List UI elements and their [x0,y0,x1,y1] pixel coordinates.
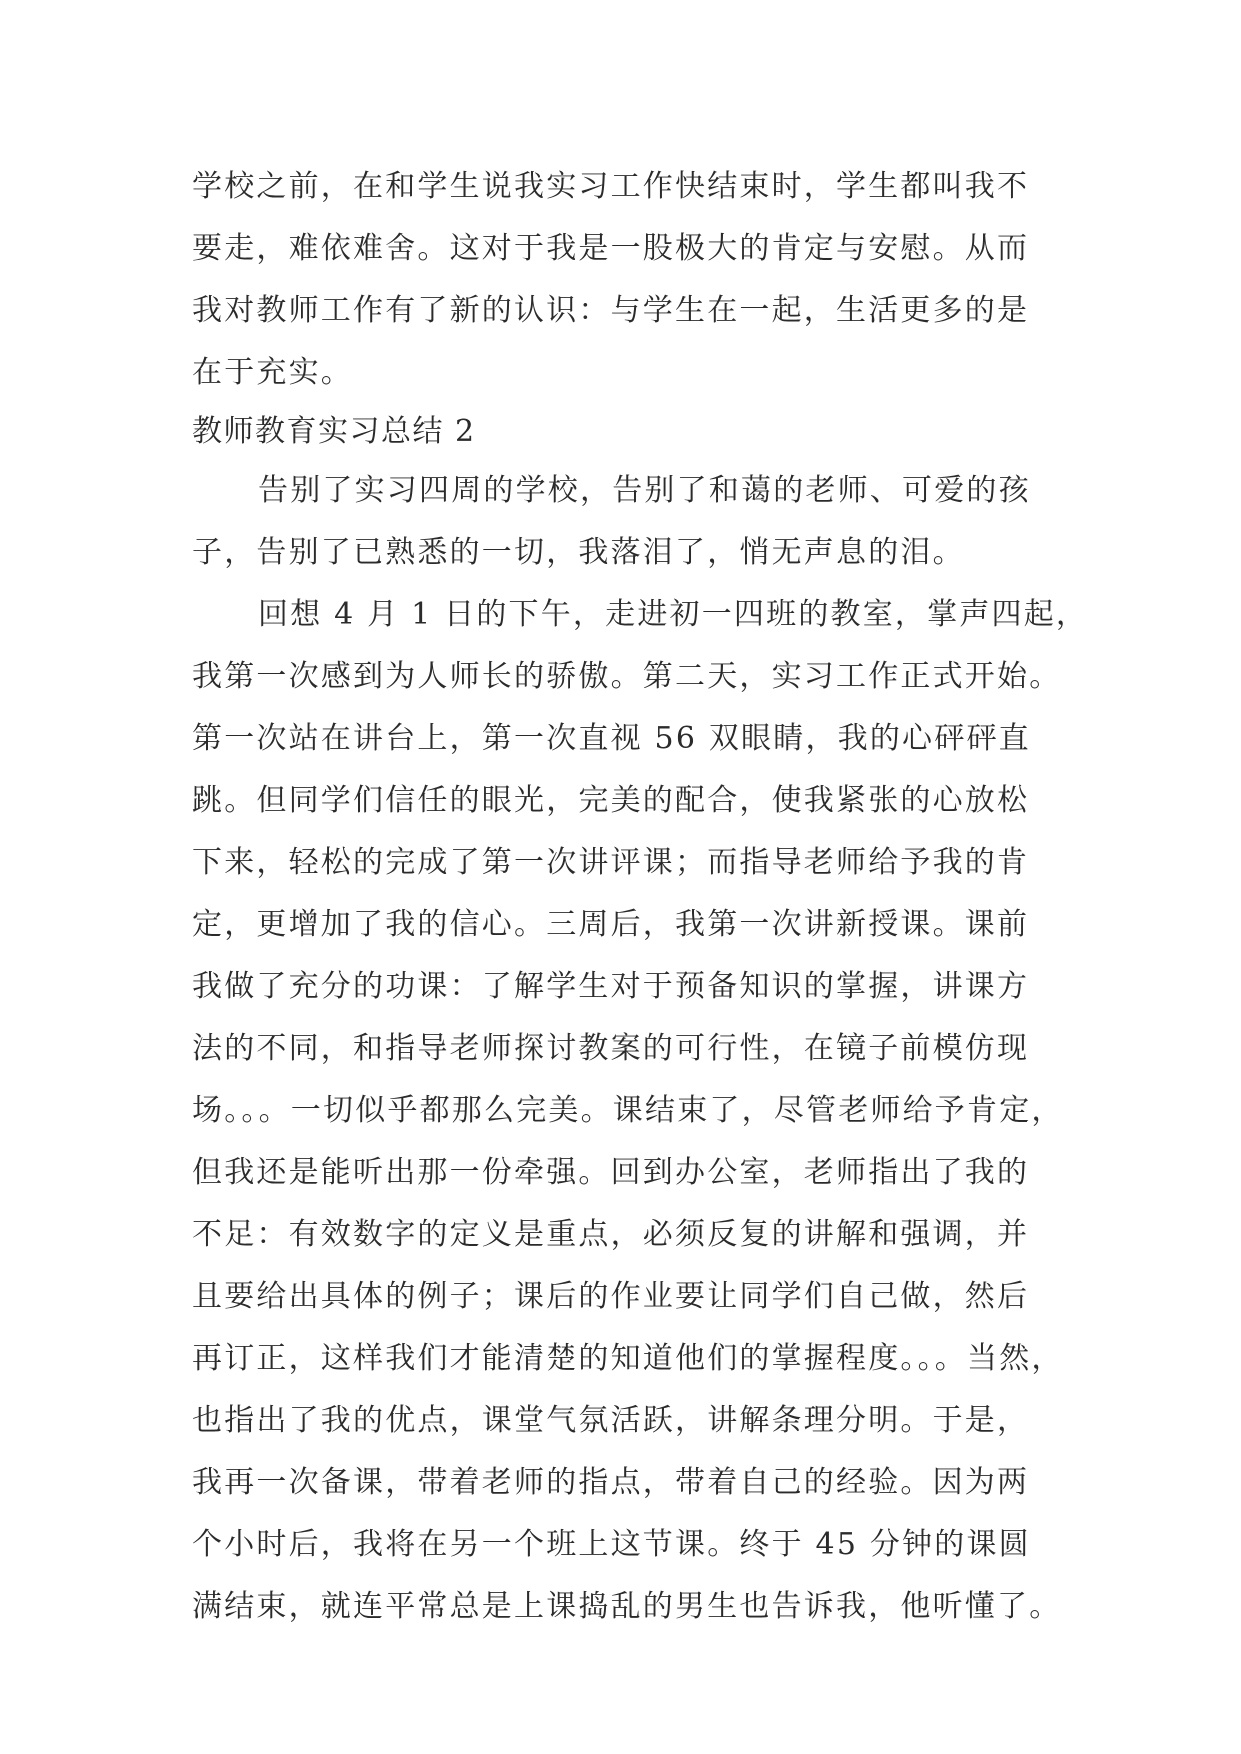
paragraph2-line: 回想 4 月 1 日的下午，走进初一四班的教室，掌声四起， [258,597,1089,632]
paragraph1-line: 告别了实习四周的学校，告别了和蔼的老师、可爱的孩 [258,473,1031,508]
section-heading: 教师教育实习总结 2 [192,414,476,449]
paragraph2-line: 法的不同，和指导老师探讨教案的可行性，在镜子前模仿现 [192,1031,1030,1066]
intro-line: 我对教师工作有了新的认识：与学生在一起，生活更多的是 [192,293,1030,328]
paragraph2-line: 我第一次感到为人师长的骄傲。第二天，实习工作正式开始。 [192,659,1062,694]
paragraph2-line: 下来，轻松的完成了第一次讲评课；而指导老师给予我的肯 [192,845,1030,880]
paragraph2-line: 场。。。一切似乎都那么完美。课结束了，尽管老师给予肯定， [192,1093,1064,1128]
paragraph2-line: 定，更增加了我的信心。三周后，我第一次讲新授课。课前 [192,907,1030,942]
intro-line: 学校之前，在和学生说我实习工作快结束时，学生都叫我不 [192,169,1030,204]
paragraph2-line: 不足：有效数字的定义是重点，必须反复的讲解和强调，并 [192,1217,1030,1252]
paragraph2-line: 我再一次备课，带着老师的指点，带着自己的经验。因为两 [192,1465,1030,1500]
paragraph2-line: 也指出了我的优点，课堂气氛活跃，讲解条理分明。于是， [192,1403,1030,1438]
paragraph2-line: 且要给出具体的例子；课后的作业要让同学们自己做，然后 [192,1279,1030,1314]
paragraph2-line: 再订正，这样我们才能清楚的知道他们的掌握程度。。。当然， [192,1341,1064,1376]
intro-line: 要走，难依难舍。这对于我是一股极大的肯定与安慰。从而 [192,231,1030,266]
paragraph2-line: 但我还是能听出那一份牵强。回到办公室，老师指出了我的 [192,1155,1030,1190]
paragraph2-line: 跳。但同学们信任的眼光，完美的配合，使我紧张的心放松 [192,783,1030,818]
paragraph2-line: 个小时后，我将在另一个班上这节课。终于 45 分钟的课圆 [192,1527,1031,1562]
paragraph2-line: 我做了充分的功课：了解学生对于预备知识的掌握，讲课方 [192,969,1030,1004]
intro-line: 在于充实。 [192,355,353,390]
document-body [192,156,1089,1638]
paragraph1-line: 子，告别了已熟悉的一切，我落泪了，悄无声息的泪。 [192,535,965,570]
paragraph2-line: 满结束，就连平常总是上课捣乱的男生也告诉我，他听懂了。 [192,1589,1062,1624]
paragraph2-line: 第一次站在讲台上，第一次直视 56 双眼睛，我的心砰砰直 [192,721,1031,756]
